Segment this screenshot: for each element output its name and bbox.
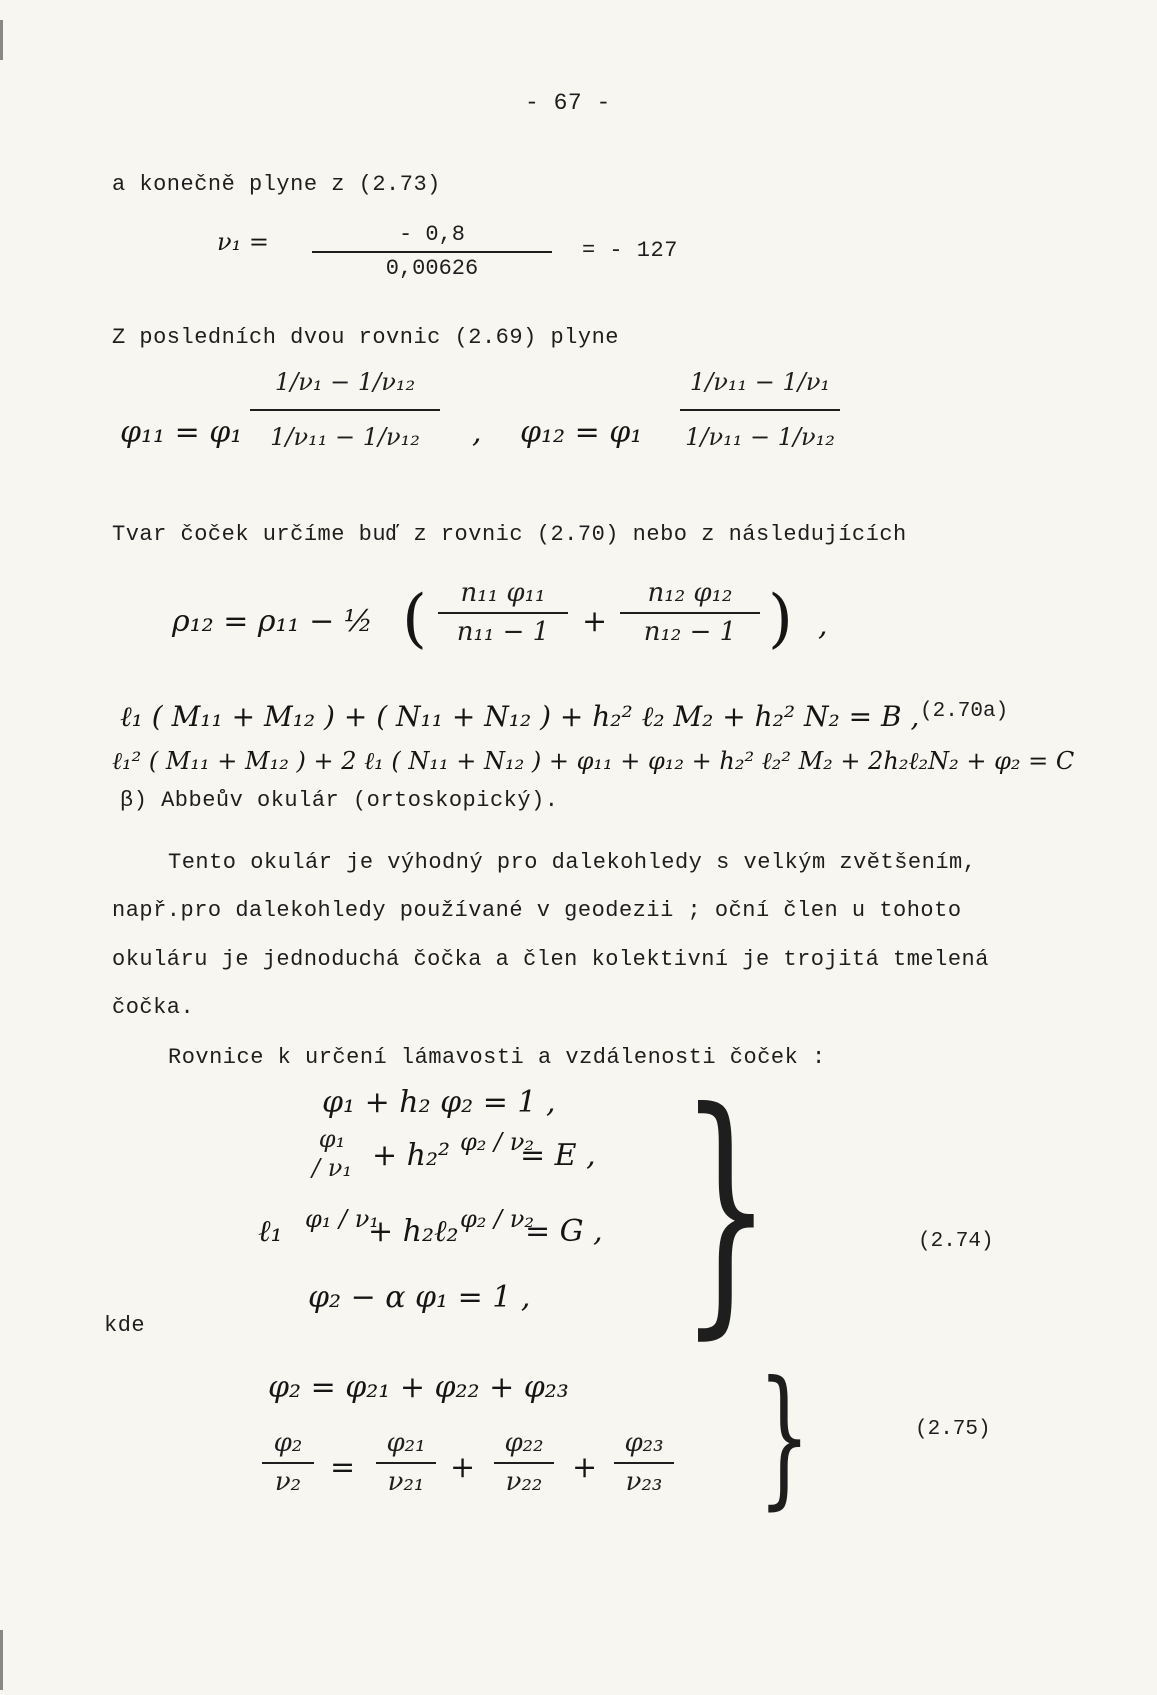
eq3-plus: +	[582, 604, 608, 639]
eq2-f2-numerator: 1/ν₁₁ − 1/ν₁	[689, 368, 831, 396]
paragraph-line-3: okuláru je jednoduchá čočka a člen kolektivní je trojitá tmelená	[112, 947, 989, 972]
eq2-fraction-1	[250, 368, 440, 452]
eq1-denominator: 0,00626	[385, 256, 479, 282]
fraction-bar	[680, 409, 840, 411]
eq3-comma: ,	[818, 608, 828, 643]
eq3-t1-denominator: n₁₁ − 1	[456, 617, 550, 648]
eq2-separator: ,	[472, 415, 482, 450]
eq4-line-2: ℓ₁² ( M₁₁ + M₁₂ ) + 2 ℓ₁ ( N₁₁ + N₁₂ ) + φ₁₁ + φ₁₂ + h₂² ℓ₂² M₂ + 2h₂ℓ₂N₂ + φ₂ = C	[112, 747, 1075, 775]
eq75-t2-den: ν₂₂	[505, 1467, 543, 1498]
fraction-bar	[312, 251, 552, 253]
eq2-f1-den-a: 1/ν₁₁	[270, 422, 328, 451]
eq2-f2-den-b: 1/ν₁₂	[777, 422, 835, 451]
eq75-lhs-fraction	[262, 1428, 314, 1498]
eq3-t2-numerator: n₁₂ φ₁₂	[647, 578, 733, 608]
eq2-f2-denominator: 1/ν₁₁ − 1/ν₁₂	[685, 422, 835, 451]
eq75-lhs-num: φ₂	[273, 1428, 303, 1458]
eq2-f1-num-a: 1/ν₁	[274, 368, 323, 396]
fraction-bar	[376, 1462, 436, 1464]
eq75-term-3	[614, 1428, 674, 1498]
eq75-term-1	[376, 1428, 436, 1498]
eq75-term-2	[494, 1428, 554, 1498]
eq4-line-1: ℓ₁ ( M₁₁ + M₁₂ ) + ( N₁₁ + N₁₂ ) + h₂² ℓ₂ M₂ + h₂² N₂ = B ,	[120, 700, 920, 733]
fraction-bar	[438, 612, 568, 614]
text-where: kde	[104, 1313, 146, 1338]
paragraph-line-1: Tento okulár je výhodný pro dalekohledy s velkým zvětšením,	[168, 850, 977, 875]
fraction-bar	[614, 1462, 674, 1464]
eq2-f2-num-b: 1/ν₁	[782, 368, 831, 396]
eq75-right-brace: }	[758, 1350, 811, 1524]
eq75-plus-2: +	[572, 1450, 598, 1485]
eq4-number: (2.70a)	[920, 700, 1009, 723]
fraction-bar	[250, 409, 440, 411]
eq74-row-2-b: + h₂²	[372, 1138, 451, 1173]
eq2-f2-num-a: 1/ν₁₁	[689, 368, 748, 396]
eq74-r2a: φ₁ / ν₁	[312, 1125, 352, 1182]
eq2-f1-denominator: 1/ν₁₁ − 1/ν₁₂	[270, 422, 420, 451]
eq75-t3-num: φ₂₃	[624, 1428, 664, 1458]
eq3-term-1	[438, 578, 568, 648]
eq2-lhs1: φ₁₁ = φ₁	[120, 415, 243, 450]
eq75-number: (2.75)	[915, 1418, 991, 1441]
eq3-term-2	[620, 578, 760, 648]
eq74-row-2-d: = E ,	[520, 1138, 596, 1173]
eq74-row-3-a: ℓ₁	[258, 1214, 283, 1249]
eq1-fraction	[312, 222, 552, 283]
eq2-f1-num-b: 1/ν₁₂	[357, 368, 416, 396]
eq74-row-2-frac-a	[312, 1125, 352, 1183]
eq74-row-3-c: + h₂ℓ₂	[368, 1214, 459, 1249]
paragraph-line-2: např.pro dalekohledy používané v geodezii ; oční člen u tohoto	[112, 898, 962, 923]
text-line-two-equations: Z posledních dvou rovnic (2.69) plyne	[112, 325, 619, 350]
fraction-bar	[494, 1462, 554, 1464]
fraction-bar	[620, 612, 760, 614]
section-heading-abbe: β) Abbeův okulár (ortoskopický).	[120, 788, 559, 813]
eq74-number: (2.74)	[918, 1230, 994, 1253]
text-line-system-intro: Rovnice k určení lámavosti a vzdálenosti čoček :	[168, 1045, 826, 1070]
eq75-t1-den: ν₂₁	[387, 1467, 425, 1498]
eq2-f2-den-a: 1/ν₁₁	[685, 422, 743, 451]
page-number: - 67 -	[525, 90, 611, 116]
eq74-row-3-b: φ₁ / ν₁	[305, 1205, 379, 1233]
eq2-f1-den-b: 1/ν₁₂	[362, 422, 420, 451]
eq74-row-1: φ₁ + h₂ φ₂ = 1 ,	[322, 1085, 556, 1120]
fraction-bar	[262, 1462, 314, 1464]
eq3-open-paren: (	[402, 582, 427, 656]
eq75-t1-num: φ₂₁	[386, 1428, 426, 1458]
scan-edge-bottom	[0, 1630, 3, 1690]
text-line-intro: a konečně plyne z (2.73)	[112, 172, 441, 197]
eq1-numerator: - 0,8	[398, 222, 465, 247]
eq74-row-3-d: φ₂ / ν₂	[460, 1205, 534, 1233]
eq3-close-paren: )	[768, 582, 793, 656]
paragraph-line-4: čočka.	[112, 995, 195, 1020]
eq74-row-2-c: φ₂ / ν₂	[460, 1128, 534, 1156]
eq75-t2-num: φ₂₂	[504, 1428, 544, 1458]
eq3-t2-denominator: n₁₂ − 1	[643, 617, 737, 648]
eq74-row-4: φ₂ − α φ₁ = 1 ,	[308, 1280, 531, 1315]
eq75-t3-den: ν₂₃	[625, 1467, 663, 1498]
eq75-row-1: φ₂ = φ₂₁ + φ₂₂ + φ₂₃	[268, 1370, 569, 1405]
eq74-row-3-e: = G ,	[525, 1214, 603, 1249]
eq1-lhs: ν₁ =	[217, 228, 269, 256]
eq75-lhs-den: ν₂	[274, 1467, 302, 1498]
eq75-plus-1: +	[450, 1450, 476, 1485]
scan-edge-top	[0, 20, 3, 60]
text-line-lens-shape: Tvar čoček určíme buď z rovnic (2.70) nebo z následujících	[112, 522, 907, 547]
eq74-right-brace: }	[680, 1056, 772, 1361]
eq2-lhs2: φ₁₂ = φ₁	[520, 415, 643, 450]
eq2-fraction-2	[680, 368, 840, 452]
eq3-lhs: ρ₁₂ = ρ₁₁ − ½	[172, 604, 373, 639]
eq1-rhs: = - 127	[582, 238, 678, 263]
eq75-equals: =	[330, 1450, 356, 1485]
eq3-t1-numerator: n₁₁ φ₁₁	[460, 578, 546, 608]
eq2-f1-numerator: 1/ν₁ − 1/ν₁₂	[274, 368, 416, 396]
